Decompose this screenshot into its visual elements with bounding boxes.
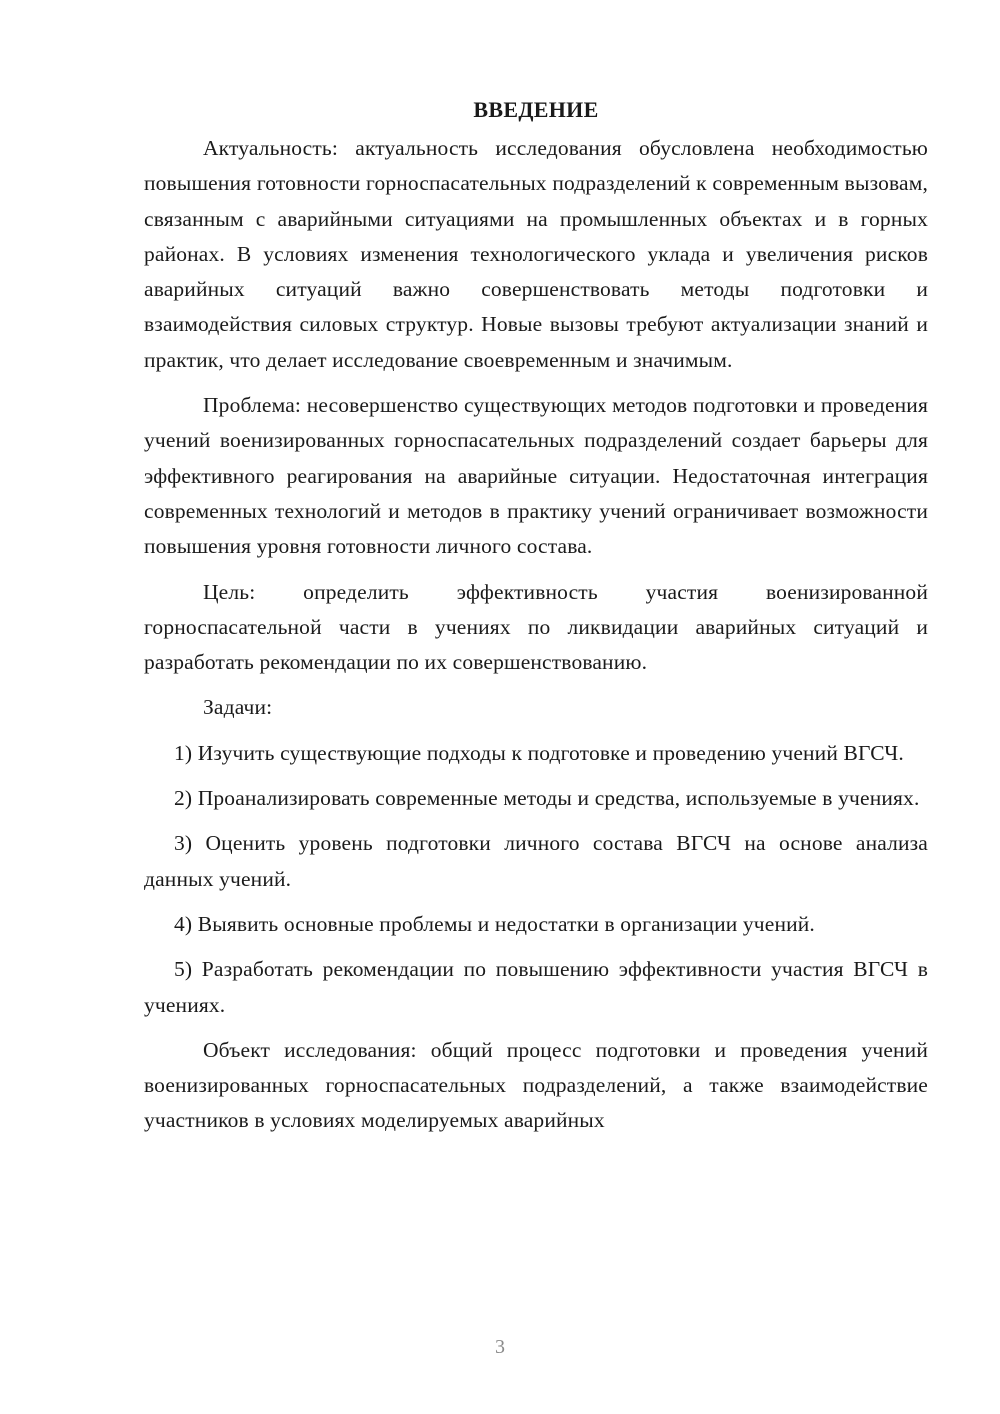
tasks-heading: Задачи:: [203, 695, 273, 720]
task-item-5: 5) Разработать рекомендации по повышению эффективности участия ВГСЧ в учениях.: [144, 957, 928, 1017]
task-item-4: 4) Выявить основные проблемы и недостатки в организации учений.: [174, 911, 815, 936]
page-number: 3: [495, 1336, 505, 1358]
paragraph-object: Объект исследования: общий процесс подготовки и проведения учений военизированных горноспасательных подразделений, а также взаимодействие участников в условиях моделируемых аварийных: [144, 1037, 928, 1133]
task-item-3: 3) Оценить уровень подготовки личного состава ВГСЧ на основе анализа данных учений.: [144, 831, 928, 891]
paragraph-goal: Цель: определить эффективность участия военизированной горноспасательной части в учениях по ликвидации аварийных ситуаций и разработать рекомендации по их совершенствованию.: [144, 579, 928, 675]
task-item-2: 2) Проанализировать современные методы и средства, используемые в учениях.: [174, 786, 920, 811]
page-content: [144, 92, 928, 1149]
task-item-1: 1) Изучить существующие подходы к подготовке и проведению учений ВГСЧ.: [174, 740, 904, 765]
section-title: ВВЕДЕНИЕ: [473, 97, 599, 122]
paragraph-problem: Проблема: несовершенство существующих методов подготовки и проведения учений военизированных горноспасательных подразделений создает барьеры для эффективного реагирования на аварийные ситуации. Недостаточная интеграция современных технологий и методов в практику учений ограничивает возможности повышения уровня готовности личного состава.: [144, 393, 928, 559]
paragraph-relevance: Актуальность: актуальность исследования обусловлена необходимостью повышения готовности горноспасательных подразделений к современным вызовам, связанным с аварийными ситуациями на промышленных объектах и в горных районах. В условиях изменения технологического уклада и увеличения рисков аварийных ситуаций важно совершенствовать методы подготовки и взаимодействия силовых структур. Новые вызовы требуют актуализации знаний и практик, что делает исследование своевременным и значимым.: [144, 136, 928, 372]
